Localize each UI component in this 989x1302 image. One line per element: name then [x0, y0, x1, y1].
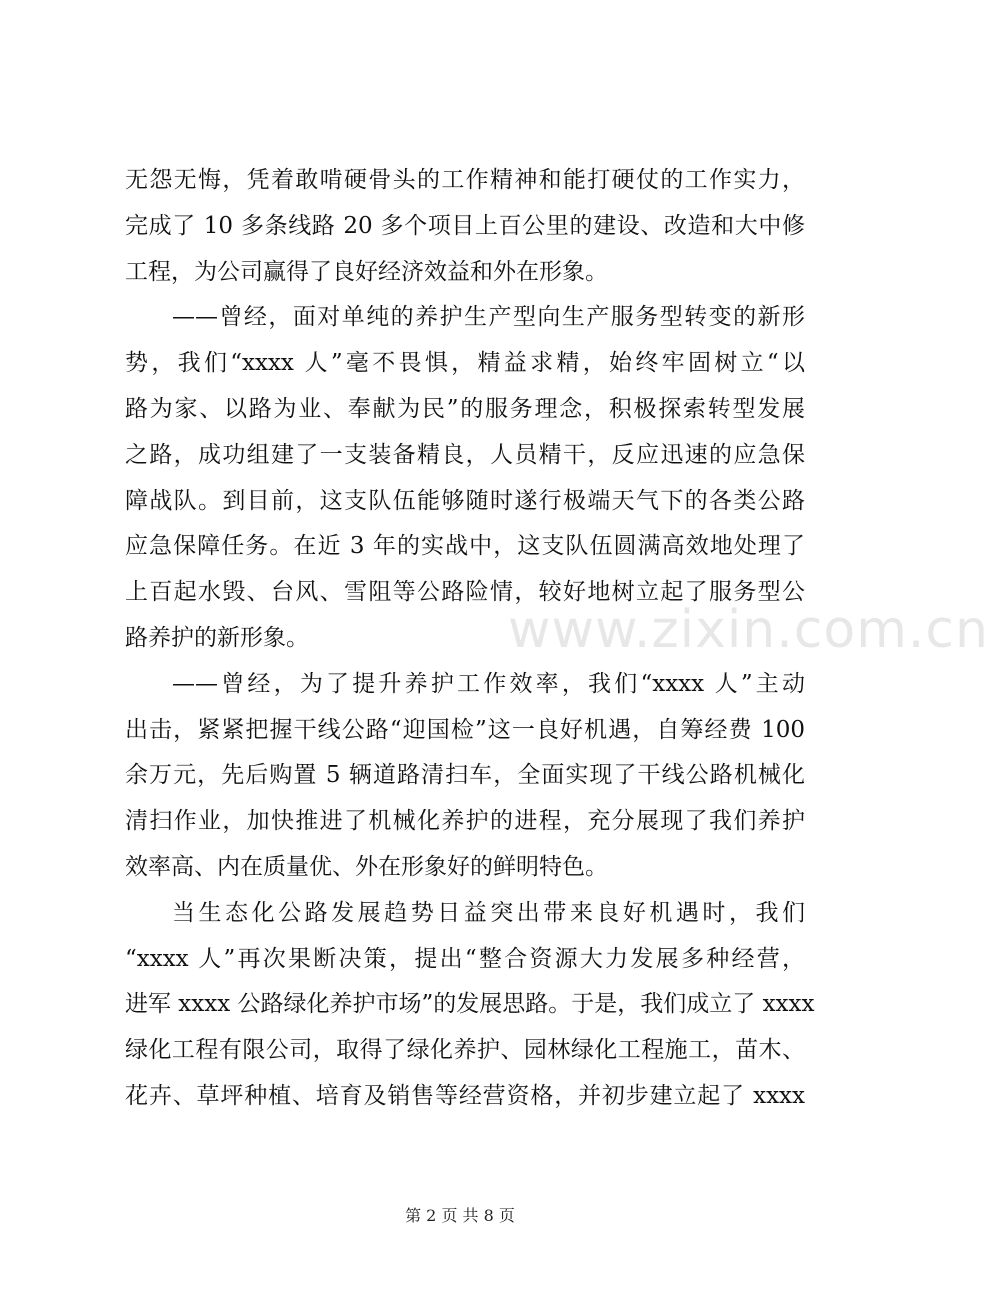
text-line: 完成了 10 多条线路 20 多个项目上百公里的建设、改造和大中修 — [125, 212, 805, 239]
text-line: 上百起水毁、台风、雪阻等公路险情，较好地树立起了服务型公 — [125, 579, 805, 606]
paragraph-start-line: ——曾经，面对单纯的养护生产型向生产服务型转变的新形 — [172, 304, 805, 331]
text-line: 应急保障任务。在近 3 年的实战中，这支队伍圆满高效地处理了 — [125, 533, 805, 560]
page-number-footer: 第 2 页 共 8 页 — [405, 1206, 515, 1225]
text-line: 工程，为公司赢得了良好经济效益和外在形象。 — [125, 258, 608, 285]
watermark: www.zixin.com.cn — [508, 600, 989, 660]
text-line: 障战队。到目前，这支队伍能够随时遂行极端天气下的各类公路 — [125, 487, 805, 514]
text-line: 余万元，先后购置 5 辆道路清扫车，全面实现了干线公路机械化 — [125, 762, 805, 789]
text-line: “xxxx 人”再次果断决策，提出“整合资源大力发展多种经营， — [125, 945, 805, 972]
text-line: 势，我们“xxxx 人”毫不畏惧，精益求精，始终牢固树立“以 — [125, 350, 805, 377]
text-line: 进军 xxxx 公路绿化养护市场”的发展思路。于是，我们成立了 xxxx — [125, 991, 815, 1018]
paragraph-start-line: ——曾经，为了提升养护工作效率，我们“xxxx 人”主动 — [172, 670, 805, 697]
text-line: 路为家、以路为业、奉献为民”的服务理念，积极探索转型发展 — [125, 395, 805, 422]
text-line: 清扫作业，加快推进了机械化养护的进程，充分展现了我们养护 — [125, 808, 805, 835]
text-line: 花卉、草坪种植、培育及销售等经营资格，并初步建立起了 xxxx — [125, 1082, 805, 1109]
text-line: 之路，成功组建了一支装备精良，人员精干，反应迅速的应急保 — [125, 441, 805, 468]
text-line: 效率高、内在质量优、外在形象好的鲜明特色。 — [125, 853, 608, 880]
text-line: 路养护的新形象。 — [125, 624, 309, 651]
paragraph-start-line: 当生态化公路发展趋势日益突出带来良好机遇时，我们 — [172, 899, 805, 926]
text-line: 绿化工程有限公司，取得了绿化养护、园林绿化工程施工，苗木、 — [125, 1037, 805, 1064]
text-line: 无怨无悔，凭着敢啃硬骨头的工作精神和能打硬仗的工作实力， — [125, 167, 805, 193]
text-line: 出击，紧紧把握干线公路“迎国检”这一良好机遇，自筹经费 100 — [125, 716, 805, 743]
